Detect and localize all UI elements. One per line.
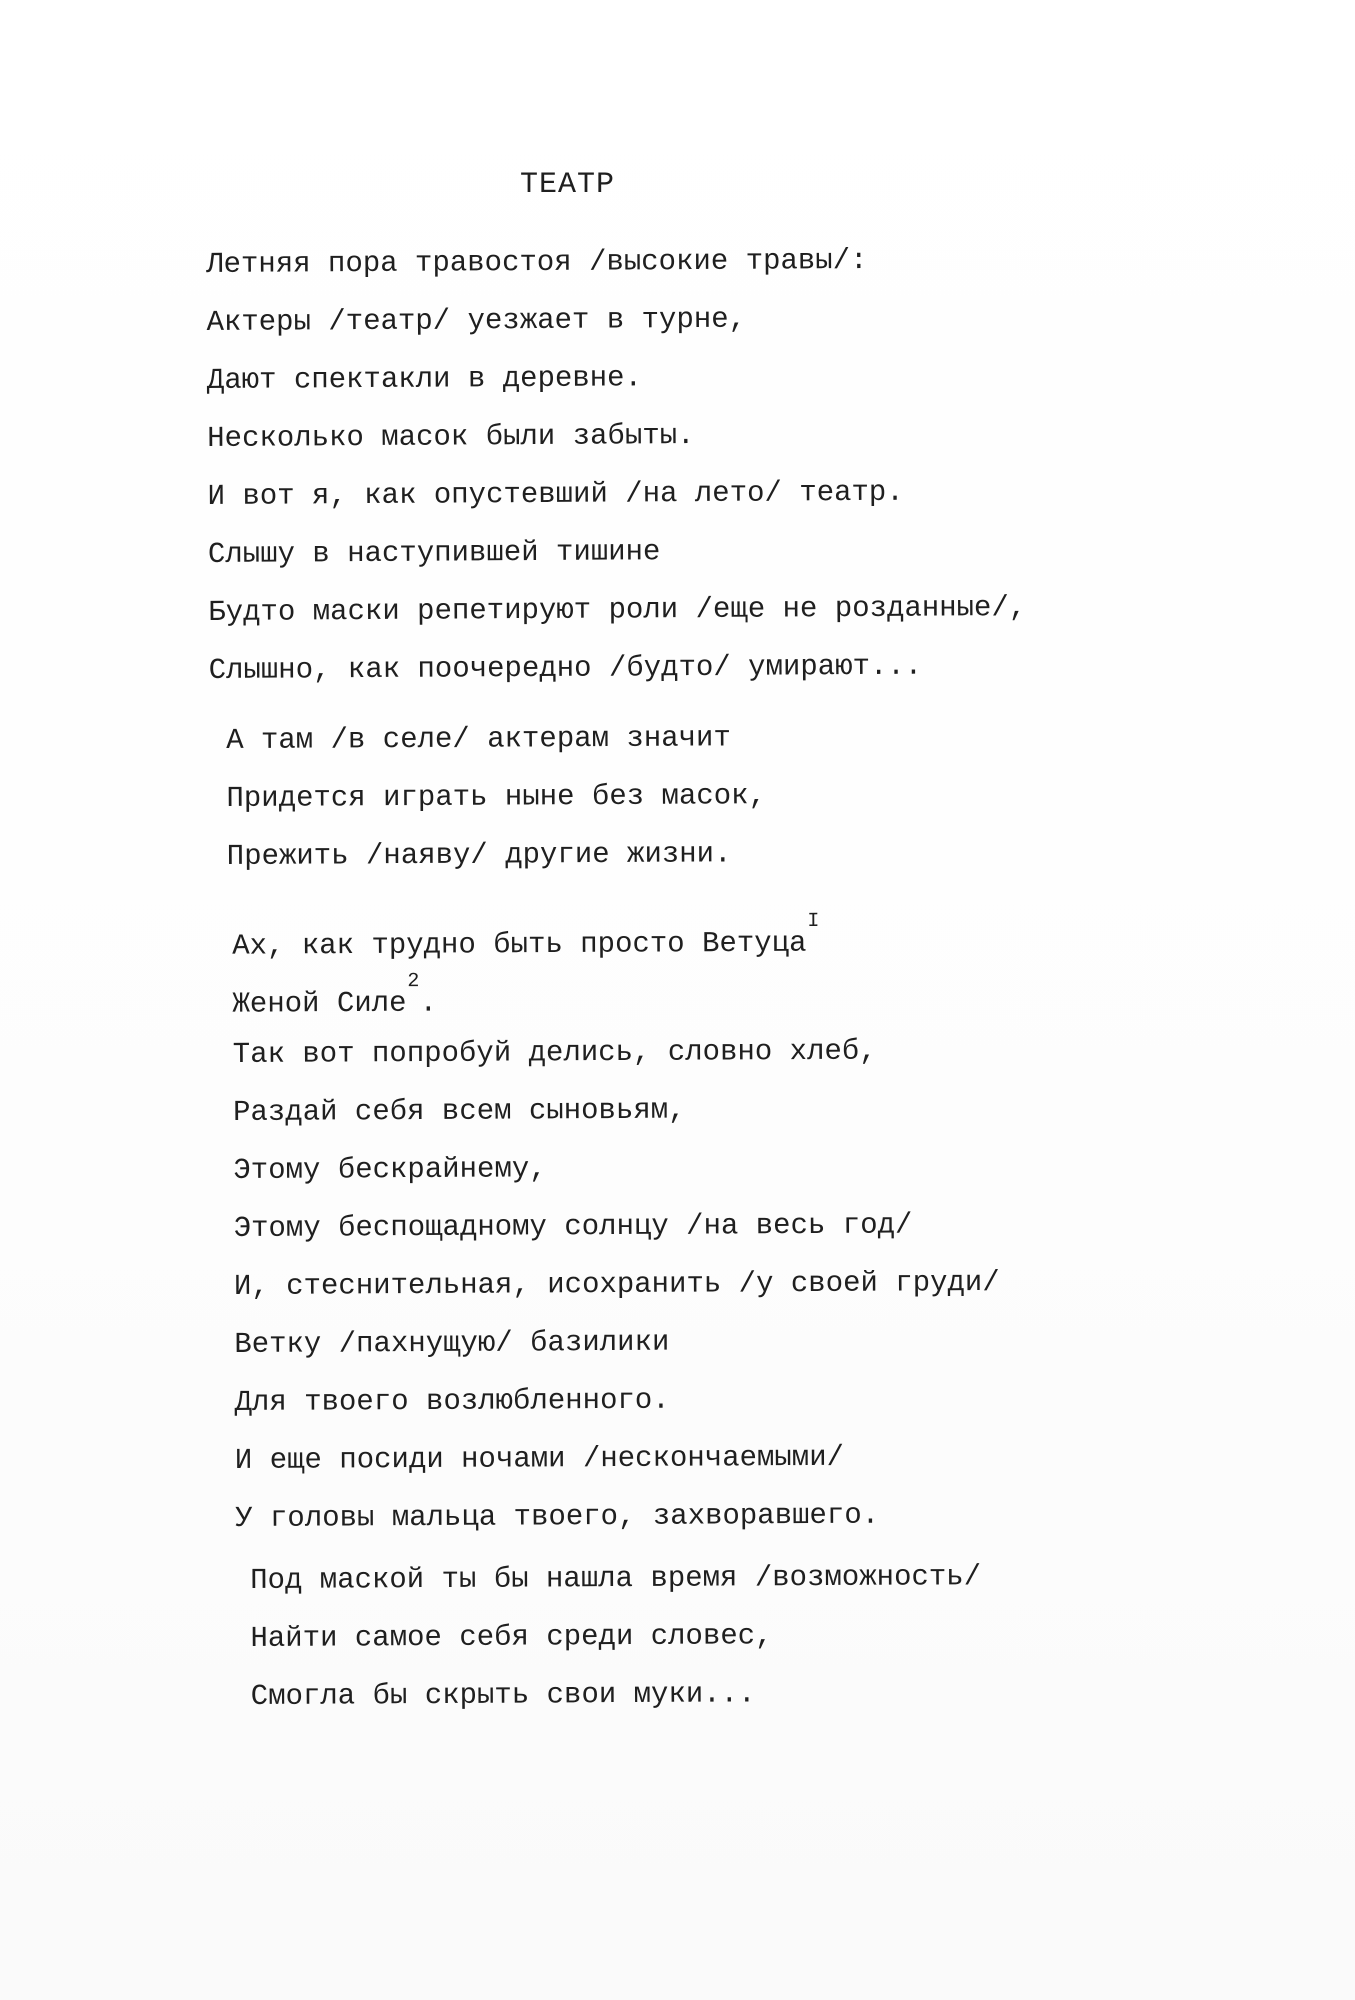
stanza-4 [250,1548,982,1726]
poem-line: Найти самое себя среди словес, [250,1619,773,1655]
poem-line: Ветку /пахнущую/ базилики [234,1325,670,1361]
footnote-mark-2: 2 [407,970,420,994]
poem-line-text: Ах, как трудно быть просто Ветуца [232,926,807,963]
poem-line: Раздай себя всем сыновьям, [232,1093,686,1129]
stanza-3 [232,906,1001,1548]
stanza-1 [206,231,1027,700]
line-end-period: . [419,986,438,1020]
poem-line [232,906,998,968]
poem-line: Смогла бы скрыть свои муки... [250,1677,756,1713]
poem-line: Этому бескрайнему, [233,1152,547,1187]
poem-line: И вот я, как опустевший /на лето/ театр. [207,475,904,513]
poem-line: И, стеснительная, исохранить /у своей груди/ [233,1265,1000,1303]
poem-line: Этому беспощадному солнцу /на весь год/ [233,1208,913,1245]
poem-line: Несколько масок были забыты. [207,419,695,455]
footnote-mark-1: I [807,909,820,933]
stanza-2 [226,709,766,886]
poem-line: Летняя пора травостоя /высокие травы/: [206,243,868,281]
poem-line: У головы мальца твоего, захворавшего. [235,1498,880,1535]
poem-line: Актеры /театр/ уезжает в турне, [206,302,747,339]
poem-line [232,964,998,1026]
poem-line: Дают спектакли в деревне. [206,361,643,397]
poem-line: Под маской ты бы нашла время /возможность/ [250,1560,982,1597]
poem-line-text: Женой Силе [232,986,407,1021]
poem-line: Прежить /наяву/ другие жизни. [226,837,732,873]
poem-line: Придется играть ныне без масок, [226,779,767,815]
poem-line: Будто маски репетируют роли /еще не розданные/, [208,590,1027,629]
poem-line: И еще посиди ночами /нескончаемыми/ [234,1440,845,1477]
poem-line: Для твоего возлюбленного. [234,1383,670,1419]
poem-line: Слышно, как поочередно /будто/ умирают... [208,649,923,687]
poem-line: Так вот попробуй делись, словно хлеб, [232,1034,877,1071]
poem-line: А там /в селе/ актерам значит [226,721,731,757]
poem-title: ТЕАТР [520,168,616,202]
poem-line: Слышу в наступившей тишине [207,535,661,571]
